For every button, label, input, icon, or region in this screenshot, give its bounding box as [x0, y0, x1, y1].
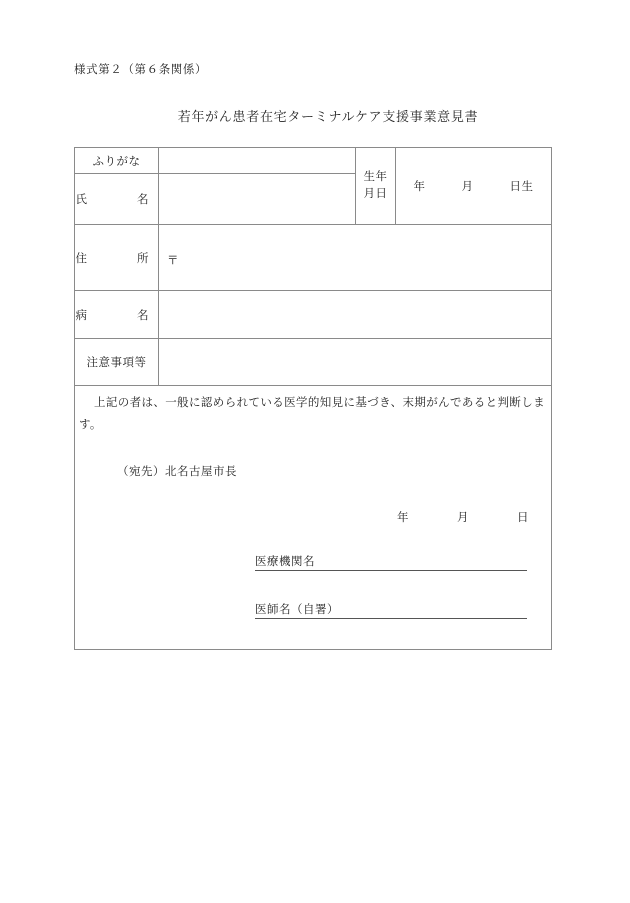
field-furigana[interactable]: [159, 148, 356, 174]
signature-row-doctor: [255, 601, 527, 619]
label-birthdate-line1: 生年: [363, 171, 388, 184]
postal-code-icon: 〒: [167, 255, 179, 267]
page-title: [0, 106, 630, 125]
label-notes: 注意事項等: [75, 339, 159, 386]
field-disease[interactable]: [159, 291, 552, 339]
label-address: 住 所: [75, 225, 159, 291]
field-birthdate[interactable]: 年 月 日生: [396, 148, 552, 225]
table-row-notes: [75, 339, 552, 386]
label-disease: 病 名: [75, 291, 159, 339]
table-row-statement: [75, 386, 552, 650]
label-name: 氏 名: [75, 174, 159, 225]
field-notes[interactable]: [159, 339, 552, 386]
label-birthdate-line2: 月日: [363, 188, 388, 200]
table-row-address: [75, 225, 552, 291]
statement-body: 上記の者は、一般に認められている医学的知見に基づき、末期がんであると判断します。: [79, 397, 545, 432]
label-doctor-name: 医師名（自署）: [255, 603, 339, 616]
addressee-line: （宛先）北名古屋市長: [117, 465, 237, 478]
label-furigana: ふりがな: [75, 148, 159, 174]
label-birthdate: [356, 148, 396, 225]
date-line: 年 月 日: [397, 511, 529, 524]
signature-block: [75, 525, 551, 619]
statement-section: [75, 386, 552, 650]
label-institution-name: 医療機関名: [255, 555, 315, 568]
form-number: 様式第２（第６条関係）: [74, 64, 208, 76]
field-name[interactable]: [159, 174, 356, 225]
table-row-furigana: [75, 148, 552, 174]
signature-row-institution: [255, 553, 527, 571]
page-title-text: 若年がん患者在宅ターミナルケア支援事業意見書: [177, 109, 479, 124]
table-row-disease: [75, 291, 552, 339]
patient-info-table: [74, 147, 552, 650]
field-address[interactable]: [159, 225, 552, 291]
